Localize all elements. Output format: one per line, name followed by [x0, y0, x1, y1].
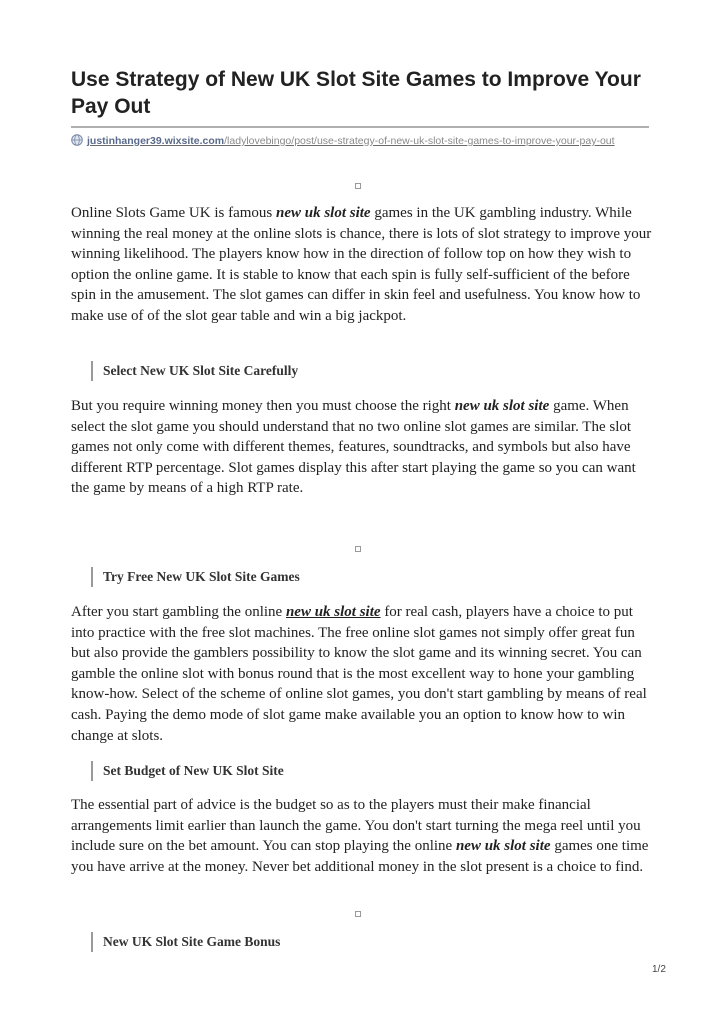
- paragraph-text: games in the UK gambling industry. While winning the real money at the online slots is chance, there is lots of slot strategy to improve your winning likelihood. The players know how in the direction of follow top on how they wish to option the online game. It is stable to know that each spin is fully self-sufficient of the before spin in the amusement. The slot games can differ in skin feel and usefulness. You know how to make use of of the slot gear table and win a big jackpot.: [71, 205, 652, 324]
- source-link[interactable]: [87, 135, 615, 147]
- keyword-text: new uk slot site: [455, 838, 551, 855]
- subheading-2: Try Free New UK Slot Site Games: [91, 567, 300, 587]
- subheading-3: Set Budget of New UK Slot Site: [91, 761, 284, 781]
- paragraph-2: [71, 396, 653, 499]
- keyword-text: new uk slot site: [454, 398, 550, 414]
- paragraph-3: [71, 602, 653, 746]
- source-path: /ladylovebingo/post/use-strategy-of-new-uk-slot-site-games-to-improve-your-pay-out: [224, 135, 615, 147]
- globe-icon: [71, 134, 83, 146]
- paragraph-text: But you require winning money then you must choose the right: [71, 398, 455, 414]
- paragraph-1: [71, 203, 653, 327]
- paragraph-4: [71, 795, 653, 877]
- source-domain: justinhanger39.wixsite.com: [87, 135, 225, 147]
- keyword-link[interactable]: new uk slot site: [285, 604, 381, 620]
- paragraph-text: After you start gambling the online: [71, 604, 286, 620]
- page-title: Use Strategy of New UK Slot Site Games to Improve Your Pay Out: [71, 68, 641, 118]
- paragraph-text: games one time you have arrive at the money. Never bet additional money in the slot present is a choice to find.: [71, 838, 649, 875]
- paragraph-text: The essential part of advice is the budget so as to the players must their make financial arrangements limit earlier than launch the game. You don't start turning the mega reel until you include sure on the bet amount. You can stop playing the online: [71, 797, 641, 855]
- subheading-4: New UK Slot Site Game Bonus: [91, 932, 280, 952]
- paragraph-text: game. When select the slot game you should understand that no two online slot games are similar. The slot games not only come with different themes, features, soundtracks, and symbols but also have different RTP percentage. Slot games display this after start playing the game so you can want the game by means of a high RTP rate.: [71, 398, 636, 497]
- paragraph-text: Online Slots Game UK is famous: [71, 205, 276, 221]
- separator-dot: [355, 911, 361, 917]
- source-url: [71, 134, 651, 148]
- separator-dot: [355, 546, 361, 552]
- subheading-1: Select New UK Slot Site Carefully: [91, 361, 298, 381]
- page-number: 1/2: [652, 964, 666, 975]
- title-divider: [71, 126, 649, 128]
- keyword-text: new uk slot site: [275, 205, 371, 221]
- separator-dot: [355, 183, 361, 189]
- paragraph-text: for real cash, players have a choice to put into practice with the free slot machines. The free online slot games not simply offer great fun but also provide the gamblers possibility to know the slot game and its winning secret. You can gamble the online slot with bonus round that is the most excellent way to hone your gambling know-how. Select of the scheme of online slot games, you don't start gambling by means of real cash. Paying the demo mode of slot game make available you an option to know how to win change at slots.: [71, 604, 647, 744]
